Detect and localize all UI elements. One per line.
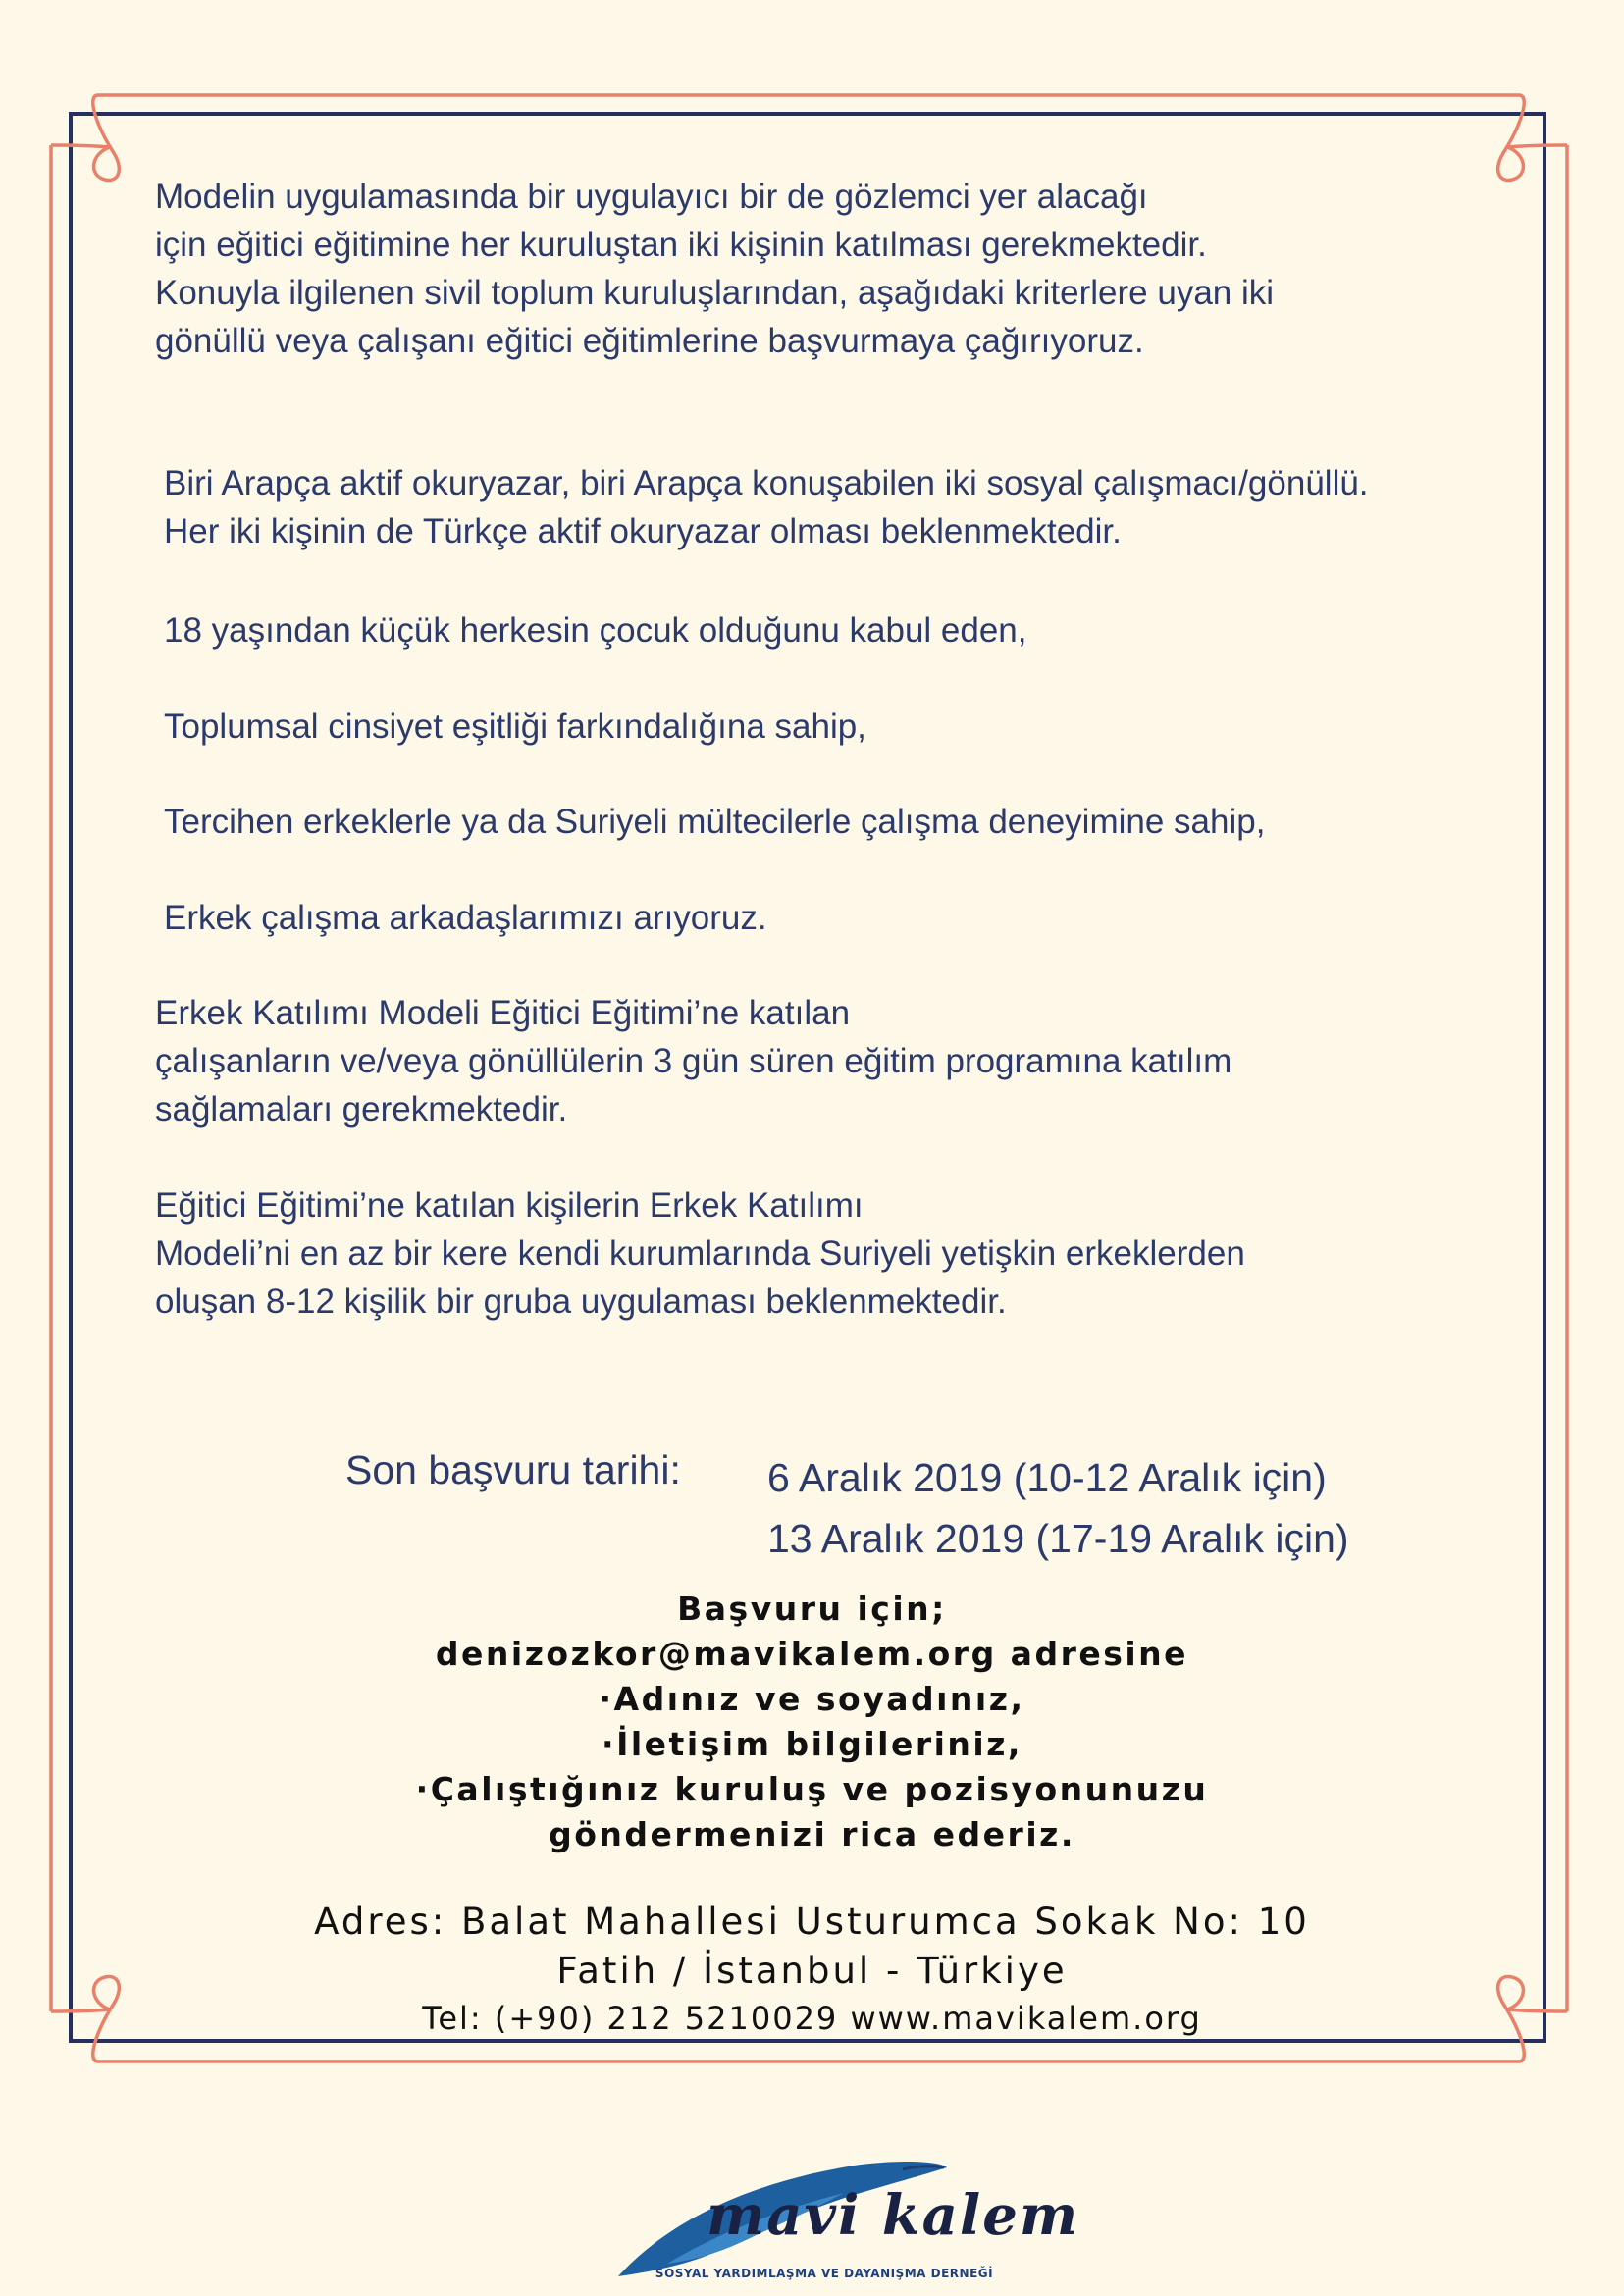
apply-line: ·Adınız ve soyadınız, (599, 1680, 1025, 1718)
apply-line: ·Çalıştığınız kuruluş ve pozisyonunuzu (415, 1770, 1209, 1808)
intro-line: Konuyla ilgilenen sivil toplum kuruluşlarından, aşağıdaki kriterlere uyan iki (155, 274, 1275, 312)
apply-line: göndermenizi rica ederiz. (549, 1815, 1075, 1853)
expectation-line: Modeli’ni en az bir kere kendi kurumlarında Suriyeli yetişkin erkeklerden (155, 1234, 1245, 1273)
address-line: Adres: Balat Mahallesi Usturumca Sokak No: 10 (314, 1901, 1310, 1943)
criteria-languages (164, 459, 1369, 555)
apply-line: ·İletişim bilgileriniz, (602, 1725, 1022, 1763)
expectation-line: oluşan 8-12 kişilik bir gruba uygulaması beklenmektedir. (155, 1282, 1007, 1321)
contact-address (0, 1898, 1624, 2041)
training-line: Erkek Katılımı Modeli Eğitici Eğitimi’ne katılan (155, 994, 851, 1032)
criteria-child-definition: 18 yaşından küçük herkesin çocuk olduğunu kabul eden, (164, 611, 1027, 650)
criteria-line: Her iki kişinin de Türkçe aktif okuryazar olması beklenmektedir. (164, 512, 1122, 550)
criteria-experience: Tercihen erkeklerle ya da Suriyeli mültecilerle çalışma deneyimine sahip, (164, 803, 1266, 841)
deadline-label: Son başvuru tarihi: (345, 1447, 681, 1492)
intro-line: Modelin uygulamasında bir uygulayıcı bir de gözlemci yer alacağı (155, 178, 1148, 216)
application-instructions (0, 1587, 1624, 1857)
phone-website: Tel: (+90) 212 5210029 www.mavikalem.org (422, 2000, 1202, 2037)
deadline-date: 6 Aralık 2019 (10-12 Aralık için) (767, 1455, 1327, 1500)
expectation-line: Eğitici Eğitimi’ne katılan kişilerin Erkek Katılımı (155, 1186, 864, 1225)
apply-email-line: denizozkor@mavikalem.org adresine (435, 1635, 1189, 1673)
intro-line: gönüllü veya çalışanı eğitici eğitimlerine başvurmaya çağırıyoruz. (155, 322, 1144, 360)
logo-wordmark: mavi kalem (707, 2183, 1080, 2248)
intro-line: için eğitici eğitimine her kuruluştan iki kişinin katılması gerekmektedir. (155, 226, 1207, 264)
criteria-gender-awareness: Toplumsal cinsiyet eşitliği farkındalığına sahip, (164, 707, 866, 746)
criteria-line: Biri Arapça aktif okuryazar, biri Arapça konuşabilen iki sosyal çalışmacı/gönüllü. (164, 464, 1369, 502)
training-line: sağlamaları gerekmektedir. (155, 1090, 568, 1128)
deadline-date: 13 Aralık 2019 (17-19 Aralık için) (767, 1516, 1349, 1561)
criteria-call: Erkek çalışma arkadaşlarımızı arıyoruz. (164, 899, 767, 937)
intro-paragraph (155, 173, 1274, 365)
address-city: Fatih / İstanbul - Türkiye (556, 1950, 1068, 1992)
deadline-dates (767, 1447, 1349, 1569)
training-line: çalışanların ve/veya gönüllülerin 3 gün süren eğitim programına katılım (155, 1042, 1232, 1080)
apply-line: Başvuru için; (677, 1590, 947, 1628)
expectation-paragraph (155, 1181, 1245, 1326)
training-paragraph (155, 989, 1231, 1133)
logo-subtitle: SOSYAL YARDIMLAŞMA VE DAYANIŞMA DERNEĞİ (655, 2267, 994, 2280)
